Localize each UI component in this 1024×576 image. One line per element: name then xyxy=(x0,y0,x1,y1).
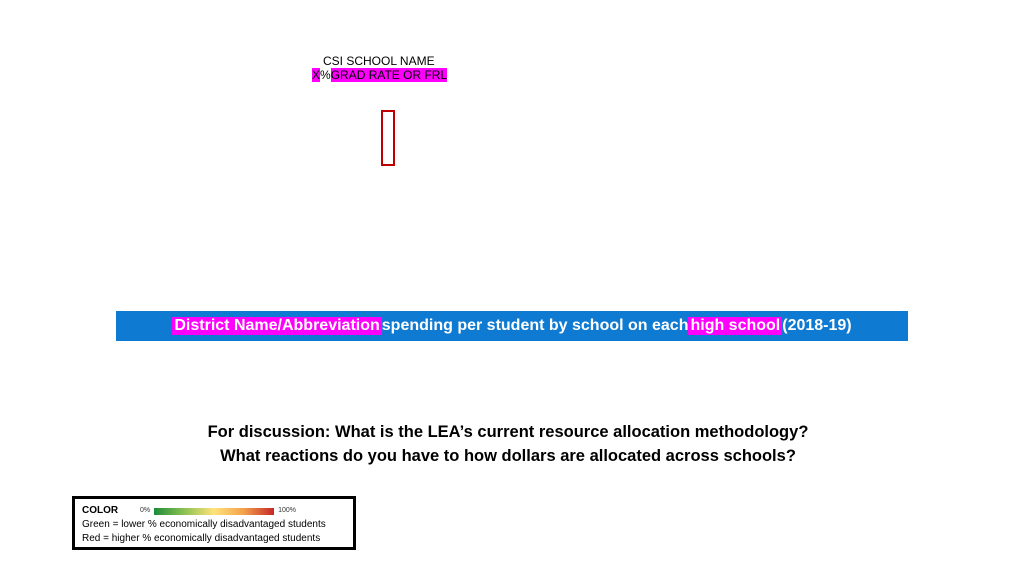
discussion-line-2: What reactions do you have to how dollars are allocated across schools? xyxy=(220,447,796,465)
school-metric xyxy=(312,68,447,82)
school-label xyxy=(312,54,452,82)
banner-year: (2018-19) xyxy=(782,317,852,334)
school-name: CSI SCHOOL NAME xyxy=(323,54,435,68)
chart-title-banner xyxy=(116,311,908,341)
legend-title: COLOR xyxy=(82,505,119,516)
legend-red-text: Red = higher % economically disadvantaged students xyxy=(82,533,321,544)
metric-label: GRAD RATE OR FRL xyxy=(330,68,448,82)
legend-header xyxy=(82,504,353,518)
legend-color-ramp xyxy=(154,508,274,515)
color-legend xyxy=(72,496,356,550)
school-level: high school xyxy=(690,317,781,334)
metric-percent: % xyxy=(320,68,331,82)
banner-middle-text: spending per student by school on each xyxy=(381,317,689,334)
district-name: District Name/Abbreviation xyxy=(174,317,380,334)
legend-green-text: Green = lower % economically disadvantaged students xyxy=(82,519,326,530)
discussion-line-1: For discussion: What is the LEA’s current resource allocation methodology? xyxy=(207,423,809,441)
school-bar-placeholder-icon xyxy=(381,110,395,166)
legend-min-label: 0% xyxy=(140,507,151,514)
metric-placeholder: X xyxy=(312,68,321,82)
legend-max-label: 100% xyxy=(278,507,297,514)
discussion-prompt xyxy=(0,420,1016,468)
